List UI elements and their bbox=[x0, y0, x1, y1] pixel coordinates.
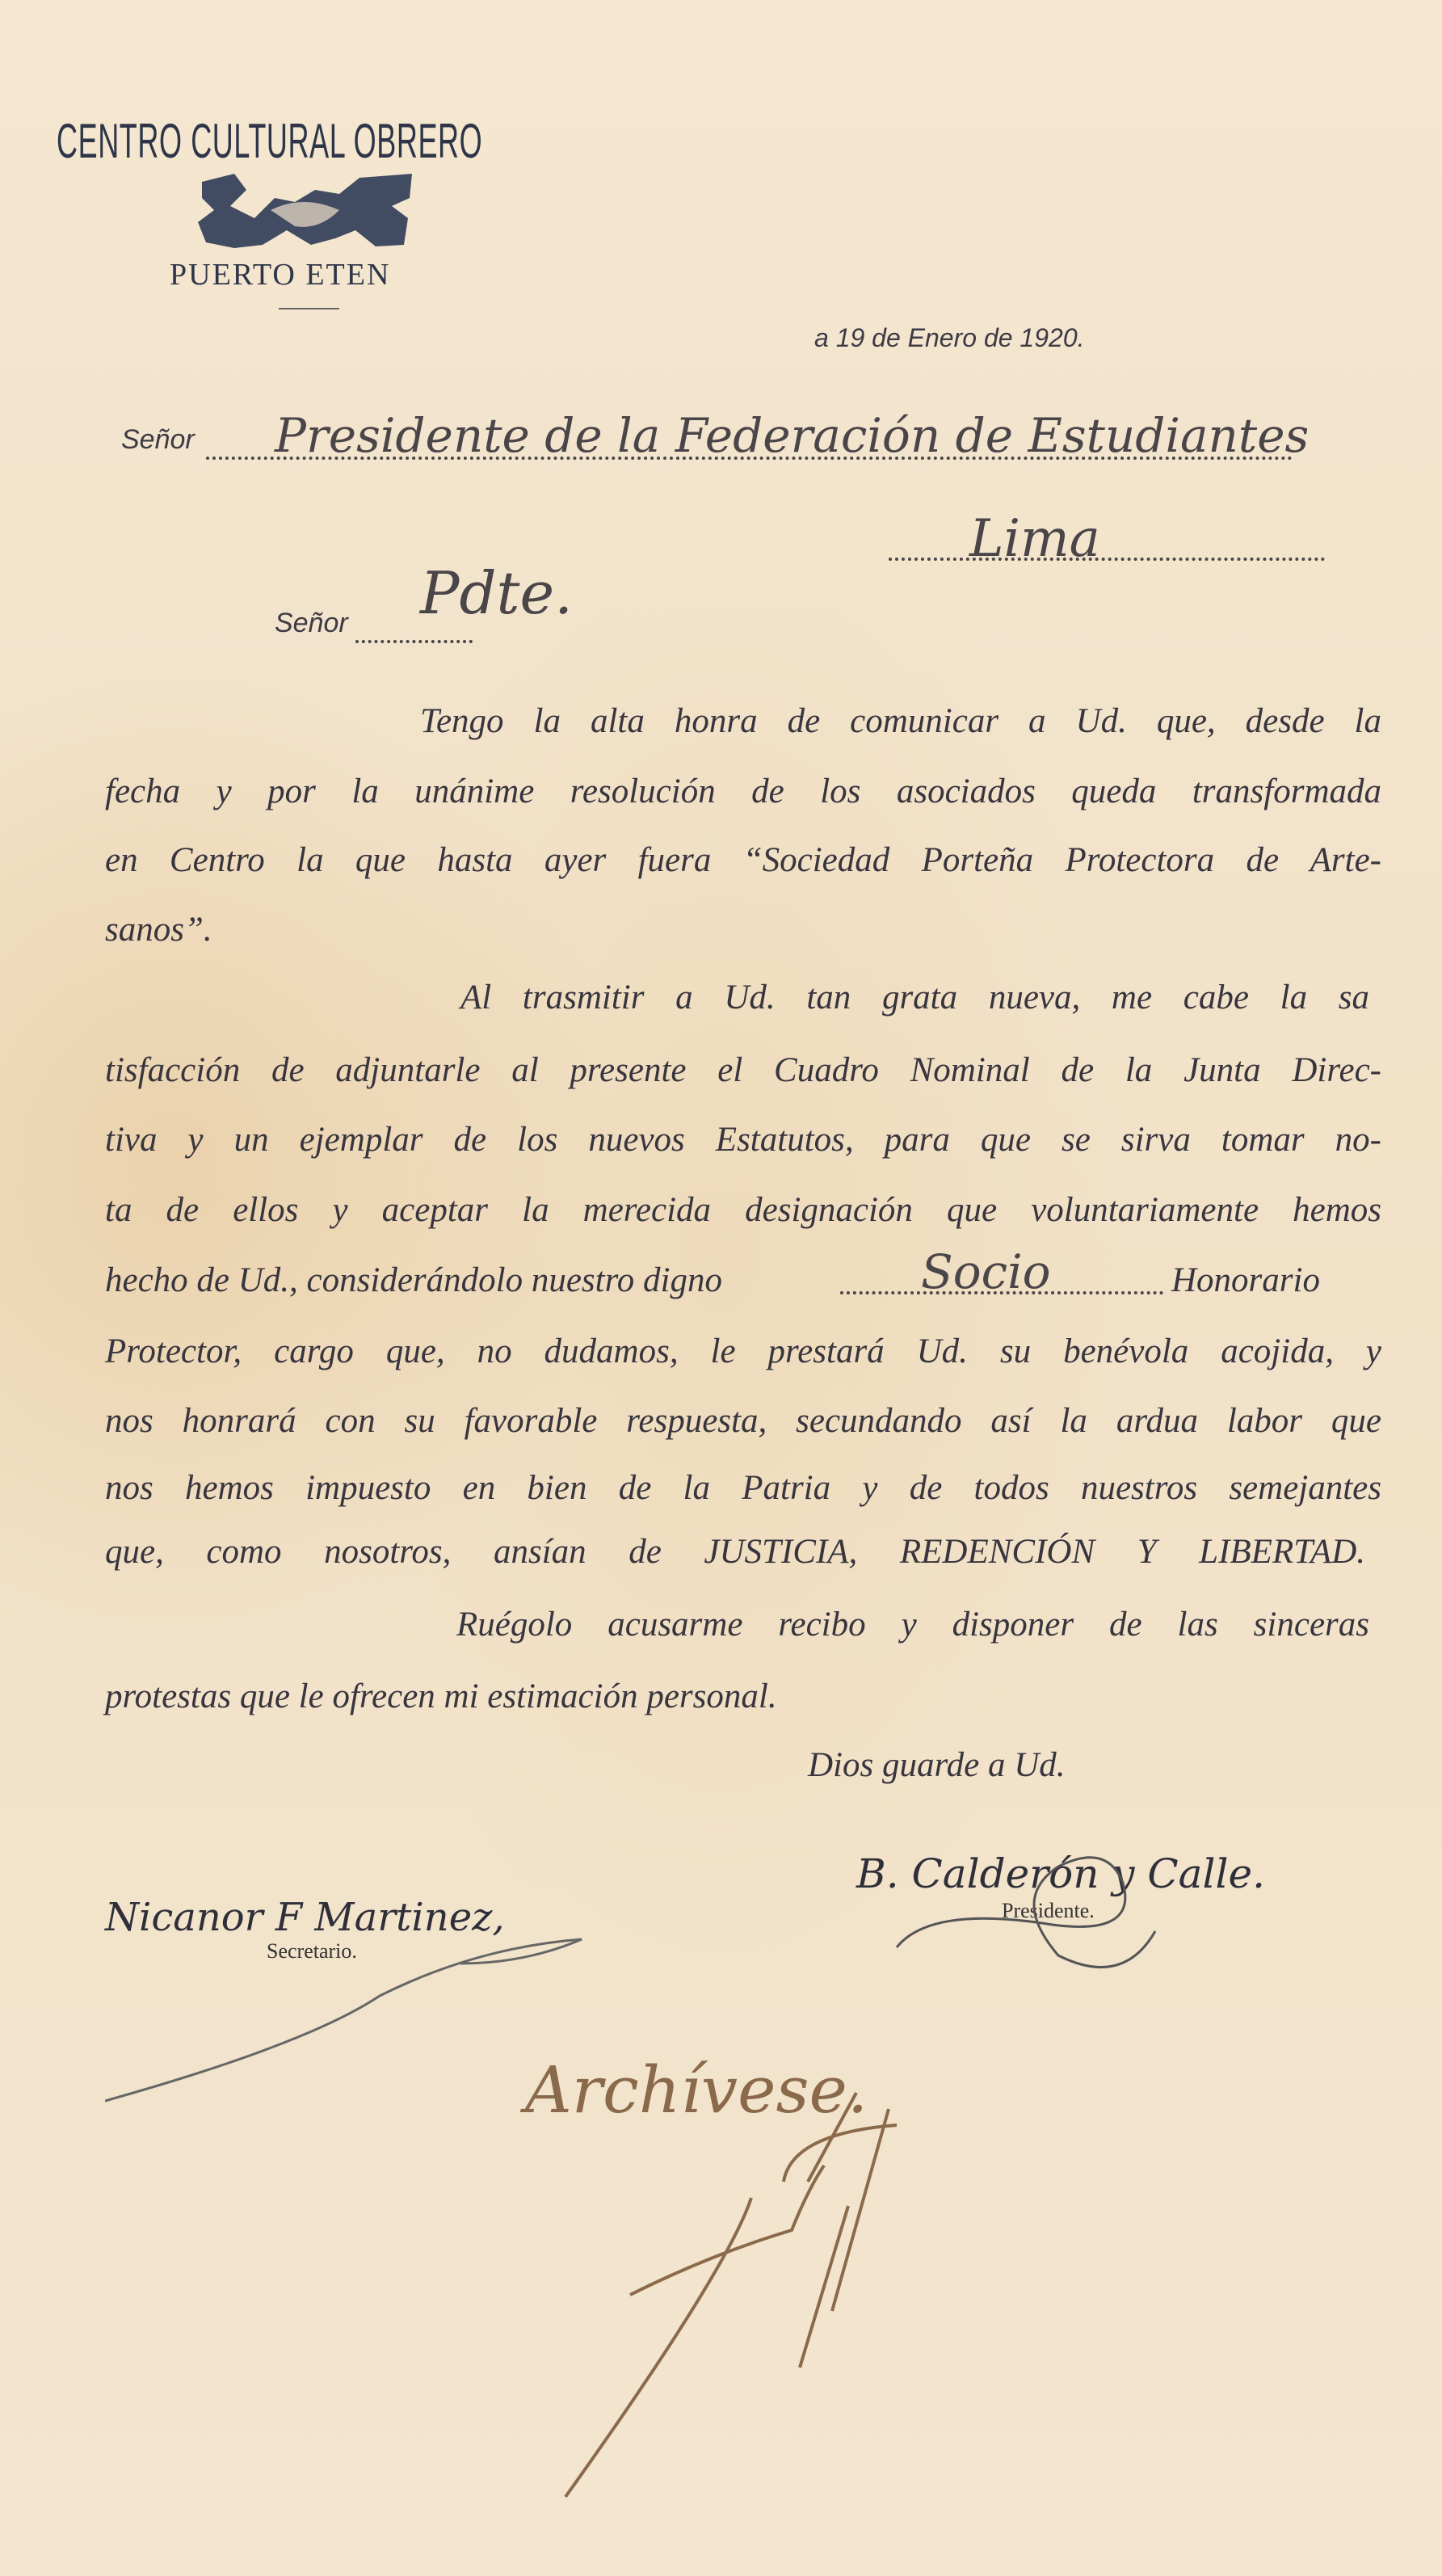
secretary-title: Secretario. bbox=[267, 1939, 357, 1963]
handwritten-note: Archívese. bbox=[525, 2052, 868, 2128]
body-line: Ruégolo acusarme recibo y disponer de las sinceras bbox=[456, 1606, 1369, 1644]
letter-date: a 19 de Enero de 1920. bbox=[814, 323, 1085, 352]
recipient-label: Señor bbox=[121, 424, 195, 455]
dotted-field bbox=[355, 640, 473, 643]
member-type-handwritten: Socio bbox=[921, 1244, 1051, 1299]
title-line bbox=[275, 559, 573, 639]
body-line: en Centro la que hasta ayer fuera “Sociedad Porteña Protectora de Arte- bbox=[105, 841, 1381, 879]
president-flourish bbox=[881, 1834, 1204, 1980]
city-dotted-field bbox=[889, 558, 1325, 561]
recipient-line bbox=[121, 408, 1310, 463]
title-handwritten: Pdte. bbox=[420, 559, 573, 627]
secretary-flourish bbox=[105, 1923, 590, 2117]
body-line: fecha y por la unánime resolución de los asociados queda transformada bbox=[105, 772, 1381, 810]
body-line: Protector, cargo que, no dudamos, le prestará Ud. su benévola acojida, y bbox=[105, 1332, 1381, 1370]
body-line: nos hemos impuesto en bien de la Patria y de todos nuestros semejantes bbox=[105, 1469, 1381, 1507]
title-label: Señor bbox=[275, 608, 348, 638]
body-line: que, como nosotros, ansían de JUSTICIA, REDENCIÓN Y LIBERTAD. bbox=[105, 1533, 1365, 1571]
body-line: Al trasmitir a Ud. tan grata nueva, me cabe la sa bbox=[460, 979, 1369, 1017]
city-handwritten: Lima bbox=[969, 509, 1100, 569]
handwritten-signature bbox=[549, 2069, 1050, 2521]
body-line-text: hecho de Ud., considerándolo nuestro digno bbox=[105, 1261, 722, 1299]
body-line: tiva y un ejemplar de los nuevos Estatutos, para que se sirva tomar no- bbox=[105, 1121, 1381, 1159]
body-line: Tengo la alta honra de comunicar a Ud. que, desde la bbox=[420, 702, 1381, 740]
honorary-text: Honorario bbox=[1171, 1261, 1320, 1299]
organization-name: CENTRO CULTURAL OBRERO bbox=[57, 114, 483, 168]
recipient-handwritten: Presidente de la Federación de Estudiantes bbox=[275, 408, 1310, 463]
body-line: protestas que le ofrecen mi estimación personal. bbox=[105, 1677, 777, 1715]
body-line: sanos”. bbox=[105, 911, 212, 949]
divider bbox=[279, 308, 339, 309]
secretary-name: Nicanor F Martinez, bbox=[105, 1895, 505, 1940]
president-title: Presidente. bbox=[1002, 1899, 1095, 1922]
body-line: nos honrará con su favorable respuesta, secundando así la ardua labor que bbox=[105, 1402, 1381, 1440]
handshake-emblem-icon bbox=[198, 174, 416, 248]
body-line bbox=[105, 1244, 1381, 1300]
closing: Dios guarde a Ud. bbox=[808, 1746, 1066, 1784]
body-line: tisfacción de adjuntarle al presente el Cuadro Nominal de la Junta Direc- bbox=[105, 1051, 1381, 1089]
body-line: ta de ellos y aceptar la merecida designación que voluntariamente hemos bbox=[105, 1191, 1381, 1229]
location-name: PUERTO ETEN bbox=[170, 258, 391, 292]
president-name: B. Calderón y Calle. bbox=[856, 1850, 1265, 1897]
